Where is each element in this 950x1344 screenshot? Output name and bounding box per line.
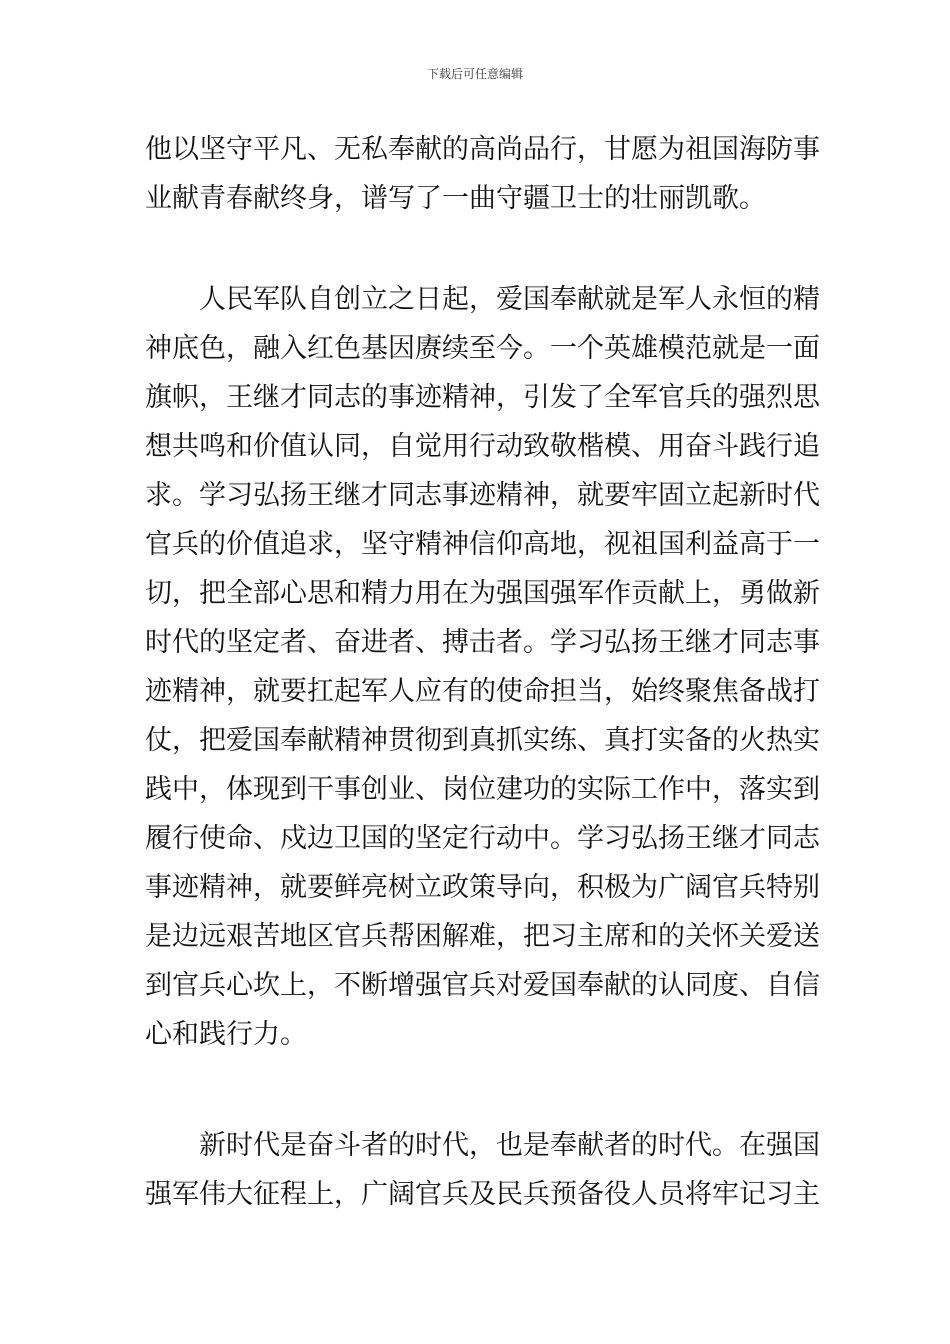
text-line: 业献青春献终身，谱写了一曲守疆卫士的壮丽凯歌。 — [145, 183, 766, 214]
text-line: 神底色，融入红色基因赓续至今。一个英雄模范就是一面 — [145, 333, 820, 364]
text-line: 是边远艰苦地区官兵帮困解难，把习主席和的关怀关爱送 — [145, 921, 820, 952]
text-line: 人民军队自创立之日起，爱国奉献就是军人永恒的精 — [199, 284, 820, 315]
text-line: 时代的坚定者、奋进者、搏击者。学习弘扬王继才同志事 — [145, 627, 820, 658]
text-line: 到官兵心坎上，不断增强官兵对爱国奉献的认同度、自信 — [145, 970, 820, 1001]
text-line: 他以坚守平凡、无私奉献的高尚品行，甘愿为祖国海防事 — [145, 134, 820, 165]
text-line: 迹精神，就要扛起军人应有的使命担当，始终聚焦备战打 — [145, 676, 820, 707]
text-line: 践中，体现到干事创业、岗位建功的实际工作中，落实到 — [145, 774, 820, 805]
paragraph-3 — [145, 1121, 820, 1219]
text-line: 强军伟大征程上，广阔官兵及民兵预备役人员将牢记习主 — [145, 1179, 820, 1210]
paragraph-2 — [145, 275, 820, 1059]
paragraph-1 — [145, 125, 820, 223]
text-line: 履行使命、戍边卫国的坚定行动中。学习弘扬王继才同志 — [145, 823, 820, 854]
text-line: 心和践行力。 — [145, 1019, 307, 1050]
text-line: 求。学习弘扬王继才同志事迹精神，就要牢固立起新时代 — [145, 480, 820, 511]
text-line: 想共鸣和价值认同，自觉用行动致敬楷模、用奋斗践行追 — [145, 431, 820, 462]
page-header: 下载后可任意编辑 — [426, 67, 523, 81]
text-line: 旗帜，王继才同志的事迹精神，引发了全军官兵的强烈思 — [145, 382, 820, 413]
text-line: 切，把全部心思和精力用在为强国强军作贡献上，勇做新 — [145, 578, 820, 609]
text-line: 新时代是奋斗者的时代，也是奉献者的时代。在强国 — [199, 1130, 820, 1161]
text-line: 仗，把爱国奉献精神贯彻到真抓实练、真打实备的火热实 — [145, 725, 820, 756]
text-line: 事迹精神，就要鲜亮树立政策导向，积极为广阔官兵特别 — [145, 872, 820, 903]
text-line: 官兵的价值追求，坚守精神信仰高地，视祖国利益高于一 — [145, 529, 820, 560]
